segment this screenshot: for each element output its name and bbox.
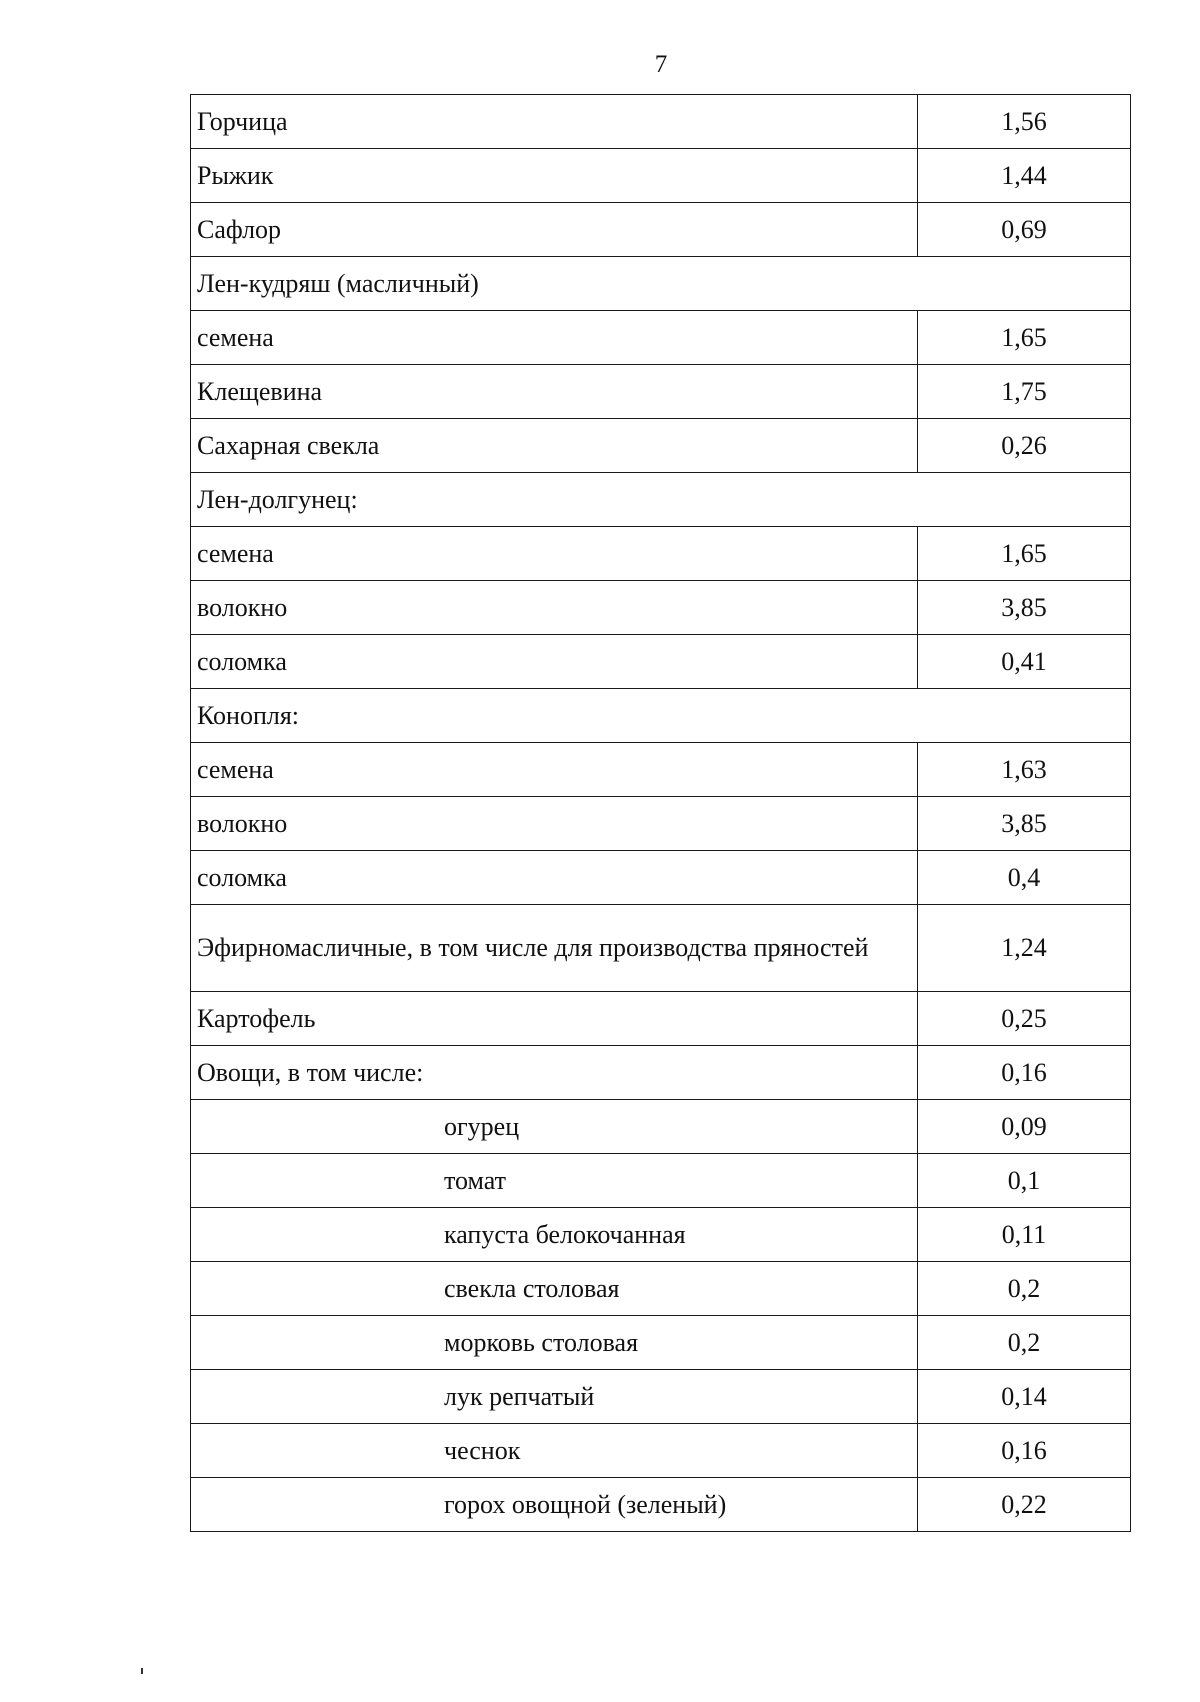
table-row (191, 635, 1131, 689)
crop-name-cell: Эфирномасличные, в том числе для производства пряностей (191, 905, 918, 992)
crop-name-cell: чеснок (191, 1424, 918, 1478)
crop-name-cell: семена (191, 743, 918, 797)
crop-name-cell: огурец (191, 1100, 918, 1154)
coefficient-cell: 1,65 (918, 311, 1131, 365)
crop-name-cell: Овощи, в том числе: (191, 1046, 918, 1100)
table-row (191, 1100, 1131, 1154)
coefficient-cell: 0,1 (918, 1154, 1131, 1208)
coefficient-cell: 1,44 (918, 149, 1131, 203)
crop-coefficients-table (190, 94, 1131, 1532)
table-row-group-header (191, 257, 1131, 311)
coefficient-cell: 0,22 (918, 1478, 1131, 1532)
coefficient-cell: 0,14 (918, 1370, 1131, 1424)
table-row (191, 1208, 1131, 1262)
table-row (191, 1424, 1131, 1478)
table-row (191, 149, 1131, 203)
coefficient-cell: 3,85 (918, 797, 1131, 851)
table-row (191, 1046, 1131, 1100)
coefficient-cell: 1,24 (918, 905, 1131, 992)
table-row (191, 203, 1131, 257)
coefficient-cell: 1,56 (918, 95, 1131, 149)
crop-name-cell: Горчица (191, 95, 918, 149)
scan-speck (141, 1668, 143, 1674)
coefficient-cell: 0,16 (918, 1046, 1131, 1100)
table-row (191, 1154, 1131, 1208)
crop-name-cell: морковь столовая (191, 1316, 918, 1370)
table-row-group-header (191, 473, 1131, 527)
table-row (191, 95, 1131, 149)
table-row (191, 419, 1131, 473)
table-row (191, 1316, 1131, 1370)
table-row (191, 527, 1131, 581)
crop-name-cell: свекла столовая (191, 1262, 918, 1316)
crop-name-cell: семена (191, 527, 918, 581)
page-number: 7 (654, 51, 668, 78)
coefficient-cell: 1,65 (918, 527, 1131, 581)
table-body (191, 95, 1131, 1532)
coefficient-cell: 0,25 (918, 992, 1131, 1046)
coefficient-cell: 0,2 (918, 1262, 1131, 1316)
crop-group-cell: Лен-долгунец: (191, 473, 1131, 527)
crop-name-cell: лук репчатый (191, 1370, 918, 1424)
coefficient-cell: 0,16 (918, 1424, 1131, 1478)
coefficient-cell: 0,09 (918, 1100, 1131, 1154)
table-row (191, 851, 1131, 905)
crop-name-cell: Картофель (191, 992, 918, 1046)
coefficient-cell: 1,75 (918, 365, 1131, 419)
coefficient-cell: 0,26 (918, 419, 1131, 473)
crop-name-cell: горох овощной (зеленый) (191, 1478, 918, 1532)
coefficient-cell: 3,85 (918, 581, 1131, 635)
table-row (191, 365, 1131, 419)
crop-name-cell: Сафлор (191, 203, 918, 257)
coefficient-cell: 0,2 (918, 1316, 1131, 1370)
crop-name-cell: томат (191, 1154, 918, 1208)
crop-name-cell: Клещевина (191, 365, 918, 419)
coefficient-cell: 1,63 (918, 743, 1131, 797)
crop-group-cell: Конопля: (191, 689, 1131, 743)
table-row (191, 1478, 1131, 1532)
coefficient-cell: 0,11 (918, 1208, 1131, 1262)
table-row (191, 992, 1131, 1046)
table-row (191, 743, 1131, 797)
table-row (191, 797, 1131, 851)
crop-name-cell: волокно (191, 581, 918, 635)
table-row (191, 1370, 1131, 1424)
coefficient-cell: 0,41 (918, 635, 1131, 689)
table-row (191, 905, 1131, 992)
crop-name-cell: семена (191, 311, 918, 365)
crop-name-cell: соломка (191, 851, 918, 905)
coefficient-cell: 0,69 (918, 203, 1131, 257)
table-row-group-header (191, 689, 1131, 743)
table-row (191, 311, 1131, 365)
coefficient-cell: 0,4 (918, 851, 1131, 905)
crop-name-cell: волокно (191, 797, 918, 851)
crop-group-cell: Лен-кудряш (масличный) (191, 257, 1131, 311)
crop-name-cell: Сахарная свекла (191, 419, 918, 473)
table-row (191, 581, 1131, 635)
crop-name-cell: соломка (191, 635, 918, 689)
crop-name-cell: Рыжик (191, 149, 918, 203)
table-row (191, 1262, 1131, 1316)
crop-name-cell: капуста белокочанная (191, 1208, 918, 1262)
